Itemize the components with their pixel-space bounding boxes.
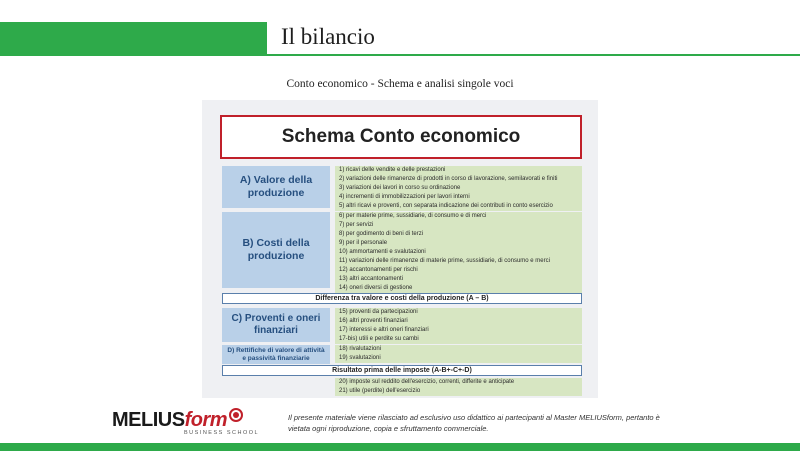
logo-target-icon xyxy=(229,408,243,422)
item-b-6: 6) per materie prime, sussidiarie, di consumo e di merci xyxy=(335,212,582,221)
item-a-2: 2) variazioni delle rimanenze di prodotti in corso di lavorazione, semilavorati e finiti xyxy=(335,175,582,184)
item-a-3: 3) variazioni dei lavori in corso su ordinazione xyxy=(335,184,582,193)
logo-form-text: form xyxy=(184,409,228,431)
section-d-label: D) Rettifiche di valore di attività e passività finanziarie xyxy=(222,345,330,364)
section-a-label: A) Valore della produzione xyxy=(222,166,330,208)
item-c-15: 15) proventi da partecipazioni xyxy=(335,308,582,317)
header-divider xyxy=(267,54,800,56)
item-c-16: 16) altri proventi finanziari xyxy=(335,317,582,326)
result-before-taxes-bar: Risultato prima delle imposte (A-B+-C+-D) xyxy=(222,365,582,376)
logo-melius-text: MELIUS xyxy=(112,409,185,431)
header-bar xyxy=(0,22,267,56)
item-b-14: 14) oneri diversi di gestione xyxy=(335,284,582,293)
item-b-12: 12) accantonamenti per rischi xyxy=(335,266,582,275)
item-d-18: 18) rivalutazioni xyxy=(335,345,582,354)
logo-subtitle: BUSINESS SCHOOL xyxy=(184,430,260,436)
item-d-19: 19) svalutazioni xyxy=(335,354,582,363)
logo-wordmark xyxy=(112,408,243,432)
item-b-9: 9) per il personale xyxy=(335,239,582,248)
item-c-17bis: 17-bis) utili e perdite su cambi xyxy=(335,335,582,344)
schema-title: Schema Conto economico xyxy=(220,115,582,159)
item-a-4: 4) incrementi di immobilizzazioni per lavori interni xyxy=(335,193,582,202)
slide-subtitle: Conto economico - Schema e analisi singole voci xyxy=(286,78,514,90)
item-e-21: 21) utile (perdite) dell'esercizio xyxy=(335,387,582,396)
meliusform-logo xyxy=(112,408,292,440)
item-a-1: 1) ricavi delle vendite e delle prestazioni xyxy=(335,166,582,175)
item-b-10: 10) ammortamenti e svalutazioni xyxy=(335,248,582,257)
section-b-label: B) Costi della produzione xyxy=(222,212,330,288)
page-title: Il bilancio xyxy=(281,24,375,49)
footer-bar xyxy=(0,443,800,451)
item-b-11: 11) variazioni delle rimanenze di materie prime, sussidiarie, di consumo e merci xyxy=(335,257,582,266)
difference-bar: Differenza tra valore e costi della produzione (A – B) xyxy=(222,293,582,304)
disclaimer-text: Il presente materiale viene rilasciato ad esclusivo uso didattico ai partecipanti al Master MELIUSform, pertanto è vietata ogni riproduzione, copia e sfruttamento commerciale. xyxy=(288,413,660,433)
section-c-label: C) Proventi e oneri finanziari xyxy=(222,308,330,342)
item-b-7: 7) per servizi xyxy=(335,221,582,230)
item-b-13: 13) altri accantonamenti xyxy=(335,275,582,284)
item-a-5: 5) altri ricavi e proventi, con separata indicazione dei contributi in conto esercizio xyxy=(335,202,582,211)
item-c-17: 17) interessi e altri oneri finanziari xyxy=(335,326,582,335)
item-e-20: 20) imposte sul reddito dell'esercizio, correnti, differite e anticipate xyxy=(335,378,582,387)
schema-diagram xyxy=(202,100,598,398)
item-b-8: 8) per godimento di beni di terzi xyxy=(335,230,582,239)
